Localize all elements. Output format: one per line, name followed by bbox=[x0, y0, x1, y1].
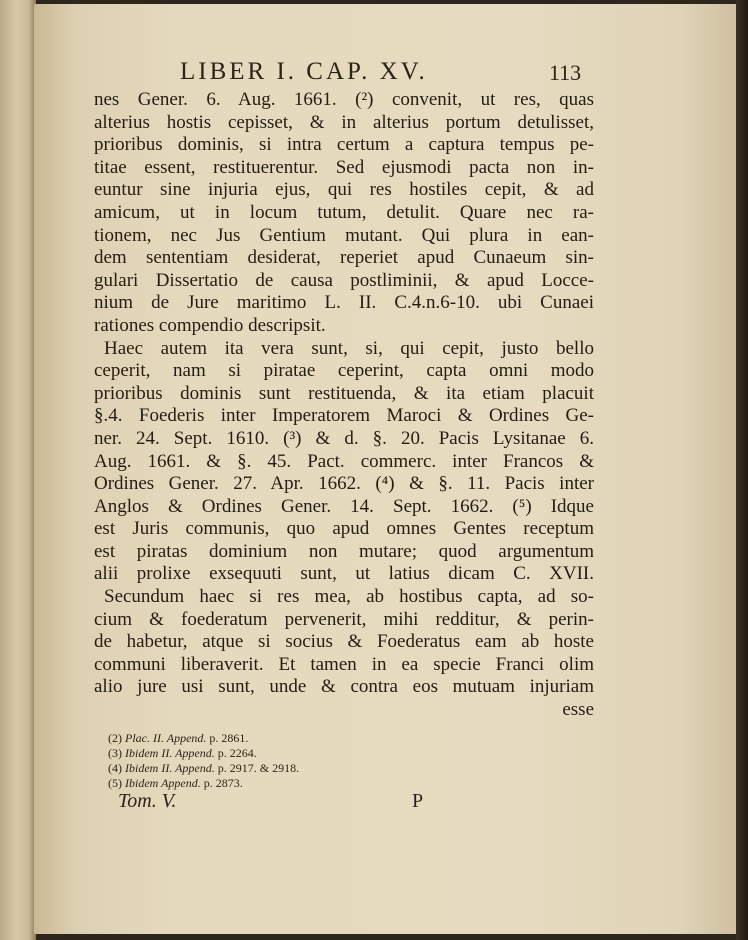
text-line: ceperit, nam si piratae ceperint, capta omni modo bbox=[94, 360, 594, 382]
running-title: LIBER I. CAP. XV. bbox=[180, 58, 428, 85]
footnote-source: Ibidem II. Append. bbox=[125, 761, 215, 775]
footnote-page: p. 2917. & 2918. bbox=[214, 761, 300, 775]
text-line: tionem, nec Jus Gentium mutant. Qui plura in ean- bbox=[94, 224, 594, 246]
volume-label: Tom. V. bbox=[118, 790, 177, 812]
text-line: gulari Dissertatio de causa postliminii, & apud Locce- bbox=[94, 269, 594, 291]
text-line: cium & foederatum pervenerit, mihi redditur, & perin- bbox=[94, 608, 594, 630]
footnote-page: p. 2861. bbox=[206, 731, 249, 745]
footnote-source: Plac. II. Append. bbox=[125, 731, 207, 745]
footnotes bbox=[108, 731, 508, 791]
text-line: ner. 24. Sept. 1610. (³) & d. §. 20. Pacis Lysitanae 6. bbox=[94, 427, 594, 449]
text-line: est piratas dominium non mutare; quod argumentum bbox=[94, 540, 594, 562]
text-line: nium de Jure maritimo L. II. C.4.n.6-10. ubi Cunaei bbox=[94, 292, 594, 314]
text-line: dem sententiam desiderat, reperiet apud Cunaeum sin- bbox=[94, 247, 594, 269]
footnote-page: p. 2873. bbox=[200, 776, 243, 790]
text-line: de habetur, atque si socius & Foederatus eam ab hoste bbox=[94, 631, 594, 653]
right-page-edge bbox=[736, 0, 748, 940]
footnote-mark: (4) bbox=[108, 761, 122, 775]
text-line: alterius hostis cepisset, & in alterius portum detulisset, bbox=[94, 111, 594, 133]
text-line: euntur sine injuria ejus, qui res hostiles cepit, & ad bbox=[94, 179, 594, 201]
footnote-page: p. 2264. bbox=[214, 746, 257, 760]
footnote-mark: (3) bbox=[108, 746, 122, 760]
text-line: prioribus dominis, si intra certum a captura tempus pe- bbox=[94, 134, 594, 156]
text-line: Aug. 1661. & §. 45. Pact. commerc. inter Francos & bbox=[94, 450, 594, 472]
footnote-mark: (2) bbox=[108, 731, 122, 745]
footnote-source: Ibidem Append. bbox=[125, 776, 201, 790]
footnote bbox=[108, 746, 508, 761]
footnote-mark: (5) bbox=[108, 776, 122, 790]
text-line: rationes compendio descripsit. bbox=[94, 314, 326, 336]
left-page-edge bbox=[0, 0, 36, 940]
body-text bbox=[94, 89, 594, 722]
text-line: Ordines Gener. 27. Apr. 1662. (⁴) & §. 11. Pacis inter bbox=[94, 473, 594, 495]
footnote-source: Ibidem II. Append. bbox=[125, 746, 215, 760]
footnote bbox=[108, 731, 508, 746]
text-line: Anglos & Ordines Gener. 14. Sept. 1662. (⁵) Idque bbox=[94, 495, 594, 517]
text-line: prioribus dominis sunt restituenda, & ita etiam placuit bbox=[94, 382, 594, 404]
text-line: nes Gener. 6. Aug. 1661. (²) convenit, ut res, quas bbox=[94, 89, 594, 110]
text-line: Haec autem ita vera sunt, si, qui cepit, justo bello bbox=[104, 337, 594, 359]
text-line: titae essent, restituerentur. Sed ejusmodi pacta non in- bbox=[94, 156, 594, 178]
footnote bbox=[108, 761, 508, 776]
catchword: esse bbox=[562, 699, 594, 721]
text-line: Secundum haec si res mea, ab hostibus capta, ad so- bbox=[104, 586, 594, 608]
text-line: §.4. Foederis inter Imperatorem Maroci & Ordines Ge- bbox=[94, 405, 594, 427]
footnote bbox=[108, 776, 508, 791]
text-line: alii prolixe exsequuti sunt, ut latius dicam C. XVII. bbox=[94, 563, 594, 585]
text-line: communi liberaverit. Et tamen in ea specie Franci olim bbox=[94, 653, 594, 675]
page-number: 113 bbox=[549, 60, 582, 85]
text-line: amicum, ut in locum tutum, detulit. Quare nec ra- bbox=[94, 201, 594, 223]
text-line: alio jure usi sunt, unde & contra eos mutuam injuriam bbox=[94, 676, 594, 698]
signature-mark: P bbox=[412, 790, 424, 812]
text-line: est Juris communis, quo apud omnes Gentes receptum bbox=[94, 518, 594, 540]
